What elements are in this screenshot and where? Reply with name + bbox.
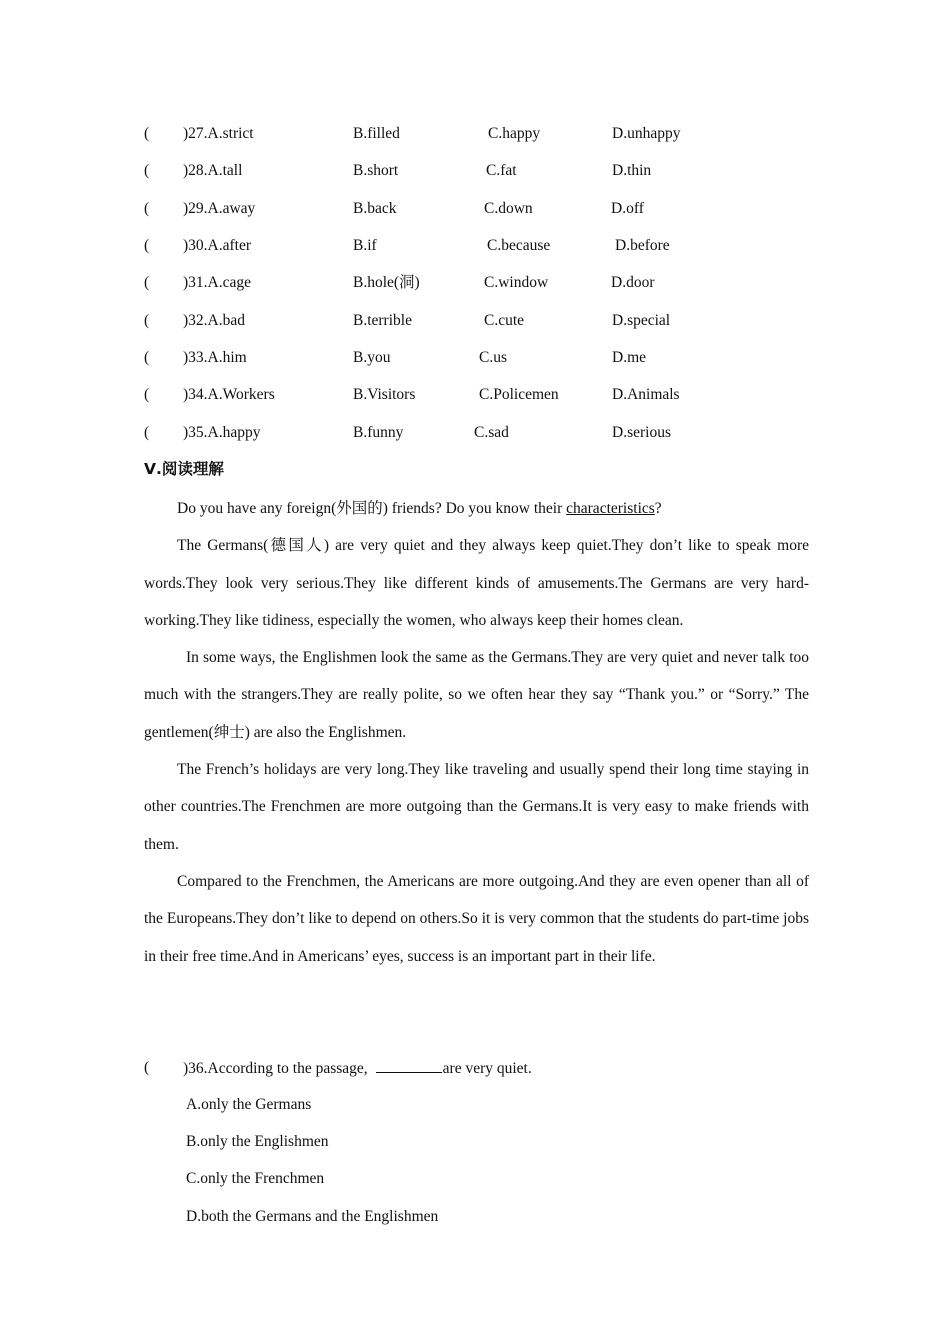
option-d: D.before bbox=[615, 237, 670, 254]
answer-paren: ( bbox=[144, 349, 150, 366]
option-a: )33.A.him bbox=[183, 349, 247, 366]
option-a: )34.A.Workers bbox=[183, 386, 275, 403]
option-a: )31.A.cage bbox=[183, 274, 251, 291]
passage-paragraph-3: In some ways, the Englishmen look the same as the Germans.They are very quiet and never talk too much with the strangers.They are really polite, so we often hear they say “Thank you.” or “Sorry.” The gentlemen(绅士) are also the Englishmen. bbox=[144, 649, 809, 741]
option-a: )30.A.after bbox=[183, 237, 251, 254]
option-c: C.because bbox=[487, 237, 551, 254]
option-b: B.short bbox=[353, 162, 399, 179]
option-c: C.Policemen bbox=[479, 386, 559, 403]
option-d: D.door bbox=[611, 274, 655, 291]
option-a: )27.A.strict bbox=[183, 125, 254, 142]
reading-passage bbox=[144, 490, 809, 975]
question-row-31 bbox=[144, 272, 824, 294]
question-stem-before: )36.According to the passage, bbox=[183, 1060, 368, 1077]
option-c: C.happy bbox=[488, 125, 541, 142]
answer-paren: ( bbox=[144, 386, 150, 403]
passage-paragraph-2: The Germans(德国人) are very quiet and they always keep quiet.They don’t like to speak more words.They look very serious.They like different kinds of amusements.The Germans are very hard-working.They like tidiness, especially the women, who always keep their homes clean. bbox=[144, 537, 809, 629]
section-heading-reading: Ⅴ.阅读理解 bbox=[144, 460, 224, 478]
answer-paren: ( bbox=[144, 162, 150, 179]
answer-paren: ( bbox=[144, 274, 150, 291]
answer-paren: ( bbox=[144, 1059, 150, 1076]
question-stem bbox=[183, 1057, 532, 1080]
answer-paren: ( bbox=[144, 312, 150, 329]
choice-d: D.both the Germans and the Englishmen bbox=[186, 1208, 439, 1225]
option-c: C.window bbox=[484, 274, 549, 291]
option-d: D.me bbox=[612, 349, 647, 366]
answer-paren: ( bbox=[144, 424, 150, 441]
option-c: C.fat bbox=[486, 162, 517, 179]
question-row-34 bbox=[144, 384, 824, 406]
passage-text: Do you have any foreign(外国的) friends? Do you know their bbox=[177, 500, 567, 517]
answer-paren: ( bbox=[144, 237, 150, 254]
choice-a: A.only the Germans bbox=[186, 1096, 312, 1113]
question-row-30 bbox=[144, 235, 824, 257]
option-d: D.thin bbox=[612, 162, 652, 179]
underlined-word: characteristics bbox=[566, 500, 655, 517]
option-b: B.hole(洞) bbox=[353, 274, 420, 291]
option-b: B.filled bbox=[353, 125, 400, 142]
option-d: D.serious bbox=[612, 424, 671, 441]
option-d: D.special bbox=[612, 312, 671, 329]
option-b: B.if bbox=[353, 237, 377, 254]
question-stem-after: are very quiet. bbox=[442, 1060, 532, 1077]
question-row-32 bbox=[144, 310, 824, 332]
option-b: B.back bbox=[353, 200, 397, 217]
option-c: C.us bbox=[479, 349, 507, 366]
option-a: )32.A.bad bbox=[183, 312, 245, 329]
answer-paren: ( bbox=[144, 125, 150, 142]
option-a: )35.A.happy bbox=[183, 424, 261, 441]
answer-blank bbox=[376, 1057, 442, 1073]
option-d: D.Animals bbox=[612, 386, 680, 403]
question-row-27 bbox=[144, 123, 824, 145]
passage-paragraph-4: The French’s holidays are very long.They like traveling and usually spend their long time staying in other countries.The Frenchmen are more outgoing than the Germans.It is very easy to make friends with them. bbox=[144, 761, 809, 853]
option-c: C.cute bbox=[484, 312, 525, 329]
choice-c: C.only the Frenchmen bbox=[186, 1170, 325, 1187]
choice-b: B.only the Englishmen bbox=[186, 1133, 329, 1150]
option-a: )28.A.tall bbox=[183, 162, 243, 179]
passage-paragraph-1 bbox=[144, 490, 809, 527]
answer-paren: ( bbox=[144, 200, 150, 217]
question-row-29 bbox=[144, 198, 824, 220]
option-d: D.unhappy bbox=[612, 125, 681, 142]
option-c: C.down bbox=[484, 200, 533, 217]
question-row-28 bbox=[144, 160, 824, 182]
question-row-35 bbox=[144, 422, 824, 444]
passage-text: ? bbox=[654, 500, 662, 517]
option-b: B.funny bbox=[353, 424, 404, 441]
passage-paragraph-5: Compared to the Frenchmen, the Americans are more outgoing.And they are even opener than all of the Europeans.They don’t like to depend on others.So it is very common that the students do part-time jobs in their free time.And in Americans’ eyes, success is an important part in their life. bbox=[144, 872, 809, 965]
option-a: )29.A.away bbox=[183, 200, 256, 217]
option-b: B.Visitors bbox=[353, 386, 416, 403]
option-d: D.off bbox=[611, 200, 644, 217]
option-c: C.sad bbox=[474, 424, 509, 441]
option-b: B.you bbox=[353, 349, 391, 366]
question-row-33 bbox=[144, 347, 824, 369]
option-b: B.terrible bbox=[353, 312, 412, 329]
